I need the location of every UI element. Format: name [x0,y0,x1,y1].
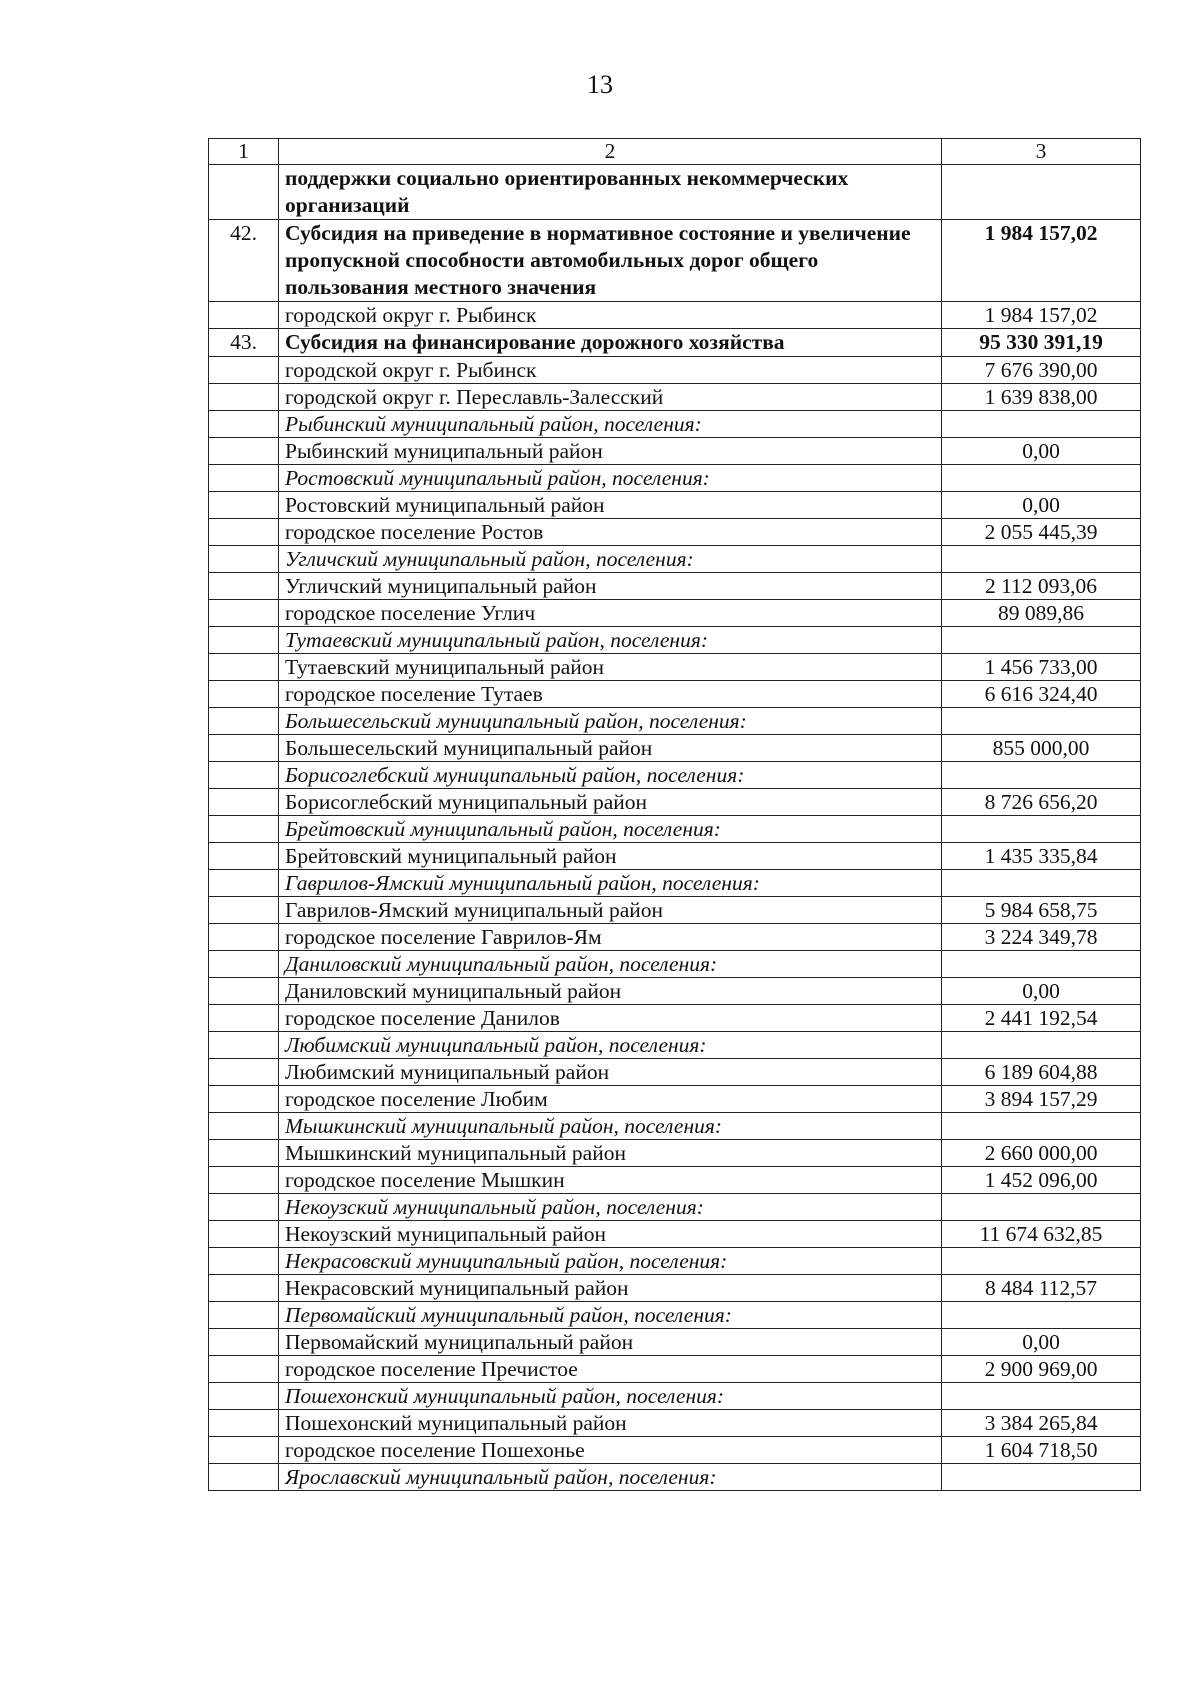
table-row [209,600,1141,627]
recipient-amount [942,1113,1141,1140]
recipient-amount [942,465,1141,492]
district-group-label: Некоузский муниципальный район, поселения: [279,1194,942,1221]
recipient-amount: 0,00 [942,1329,1141,1356]
row-number [209,816,279,843]
row-number [209,1005,279,1032]
item-title-row [209,329,1141,357]
row-number [209,1221,279,1248]
recipient-name: Некрасовский муниципальный район [279,1275,942,1302]
table-row [209,897,1141,924]
district-group-label: Тутаевский муниципальный район, поселения: [279,627,942,654]
row-number [209,735,279,762]
recipient-name: Любимский муниципальный район [279,1059,942,1086]
row-number [209,438,279,465]
row-number [209,465,279,492]
table-row [209,1086,1141,1113]
row-number [209,708,279,735]
row-number [209,1032,279,1059]
recipient-name: городской округ г. Рыбинск [279,357,942,384]
row-number [209,384,279,411]
row-number [209,165,279,220]
row-number [209,357,279,384]
recipient-name: Рыбинский муниципальный район [279,438,942,465]
table-row [209,302,1141,329]
row-number [209,1464,279,1491]
district-group-row [209,816,1141,843]
district-group-label: Любимский муниципальный район, поселения: [279,1032,942,1059]
district-group-label: Пошехонский муниципальный район, поселения: [279,1383,942,1410]
row-number [209,1356,279,1383]
recipient-amount: 1 984 157,02 [942,302,1141,329]
row-number [209,1329,279,1356]
recipient-name: Даниловский муниципальный район [279,978,942,1005]
row-number [209,1383,279,1410]
recipient-name: Мышкинский муниципальный район [279,1140,942,1167]
recipient-amount: 2 900 969,00 [942,1356,1141,1383]
row-number [209,1194,279,1221]
recipient-amount: 1 639 838,00 [942,384,1141,411]
row-number [209,411,279,438]
row-number [209,870,279,897]
district-group-label: Мышкинский муниципальный район, поселения: [279,1113,942,1140]
recipient-amount: 0,00 [942,492,1141,519]
table-row [209,1005,1141,1032]
district-group-label: Брейтовский муниципальный район, поселения: [279,816,942,843]
district-group-row [209,708,1141,735]
table-row [209,519,1141,546]
recipient-name: Борисоглебский муниципальный район [279,789,942,816]
recipient-amount [942,708,1141,735]
row-number [209,1086,279,1113]
row-number [209,1437,279,1464]
district-group-label: Некрасовский муниципальный район, поселения: [279,1248,942,1275]
item-number: 43. [209,329,279,357]
recipient-name: Тутаевский муниципальный район [279,654,942,681]
item-title: Субсидия на финансирование дорожного хозяйства [279,329,942,357]
row-number [209,302,279,329]
recipient-amount: 8 726 656,20 [942,789,1141,816]
district-group-row [209,870,1141,897]
row-number [209,1140,279,1167]
recipient-name: Угличский муниципальный район [279,573,942,600]
row-number [209,573,279,600]
recipient-amount: 6 616 324,40 [942,681,1141,708]
recipient-amount: 1 435 335,84 [942,843,1141,870]
recipient-name: Большесельский муниципальный район [279,735,942,762]
table-header-row [209,139,1141,165]
recipient-amount [942,762,1141,789]
district-group-label: Первомайский муниципальный район, поселения: [279,1302,942,1329]
header-col-1: 1 [209,139,279,165]
item-total: 95 330 391,19 [942,329,1141,357]
table-row [209,735,1141,762]
recipient-name: городское поселение Пошехонье [279,1437,942,1464]
recipient-amount: 0,00 [942,978,1141,1005]
table-row [209,492,1141,519]
table-row [209,1221,1141,1248]
recipient-amount: 6 189 604,88 [942,1059,1141,1086]
recipient-name: городское поселение Пречистое [279,1356,942,1383]
recipient-amount: 5 984 658,75 [942,897,1141,924]
item-title: Субсидия на приведение в нормативное состояние и увеличение пропускной способности автомобильных дорог общего пользования местного значения [279,220,942,302]
row-number [209,519,279,546]
row-number [209,546,279,573]
recipient-name: Ростовский муниципальный район [279,492,942,519]
row-number [209,1275,279,1302]
table-row [209,978,1141,1005]
row-number [209,1302,279,1329]
table-row [209,654,1141,681]
district-group-row [209,1113,1141,1140]
recipient-amount: 11 674 632,85 [942,1221,1141,1248]
recipient-name: Первомайский муниципальный район [279,1329,942,1356]
recipient-amount: 89 089,86 [942,600,1141,627]
recipient-name: городское поселение Мышкин [279,1167,942,1194]
row-number [209,600,279,627]
district-group-row [209,762,1141,789]
table-row [209,789,1141,816]
district-group-label: Рыбинский муниципальный район, поселения: [279,411,942,438]
recipient-name: городское поселение Гаврилов-Ям [279,924,942,951]
recipient-amount: 3 894 157,29 [942,1086,1141,1113]
district-group-row [209,627,1141,654]
row-number [209,897,279,924]
recipient-name: городское поселение Тутаев [279,681,942,708]
row-amount [942,165,1141,220]
district-group-row [209,1032,1141,1059]
district-group-row [209,1248,1141,1275]
recipient-amount: 8 484 112,57 [942,1275,1141,1302]
table-row [209,924,1141,951]
recipient-amount [942,1032,1141,1059]
recipient-amount: 1 456 733,00 [942,654,1141,681]
district-group-label: Большесельский муниципальный район, поселения: [279,708,942,735]
recipient-amount: 7 676 390,00 [942,357,1141,384]
row-number [209,1248,279,1275]
district-group-label: Ростовский муниципальный район, поселения: [279,465,942,492]
recipient-amount [942,411,1141,438]
row-number [209,951,279,978]
district-group-row [209,546,1141,573]
table-row [209,1167,1141,1194]
item-number: 42. [209,220,279,302]
district-group-label: Даниловский муниципальный район, поселения: [279,951,942,978]
recipient-amount: 855 000,00 [942,735,1141,762]
table-row [209,384,1141,411]
table-row [209,573,1141,600]
recipient-amount: 1 604 718,50 [942,1437,1141,1464]
row-number [209,762,279,789]
recipient-name: городское поселение Данилов [279,1005,942,1032]
row-number [209,681,279,708]
recipient-amount [942,1302,1141,1329]
district-group-row [209,411,1141,438]
recipient-name: городской округ г. Рыбинск [279,302,942,329]
recipient-name: городское поселение Ростов [279,519,942,546]
subsidy-table [208,138,1141,1491]
district-group-label: Угличский муниципальный район, поселения: [279,546,942,573]
table-row [209,1140,1141,1167]
table-row [209,1410,1141,1437]
district-group-row [209,465,1141,492]
row-number [209,978,279,1005]
recipient-name: городской округ г. Переславль-Залесский [279,384,942,411]
item-total: 1 984 157,02 [942,220,1141,302]
continuation-text: поддержки социально ориентированных некоммерческих организаций [279,165,942,220]
continuation-row [209,165,1141,220]
recipient-name: городское поселение Любим [279,1086,942,1113]
recipient-amount [942,870,1141,897]
recipient-name: городское поселение Углич [279,600,942,627]
table-row [209,357,1141,384]
table-row [209,1329,1141,1356]
recipient-amount: 3 384 265,84 [942,1410,1141,1437]
page-number: 13 [587,70,613,99]
district-group-row [209,1194,1141,1221]
district-group-row [209,1464,1141,1491]
header-col-3: 3 [942,139,1141,165]
recipient-amount [942,627,1141,654]
recipient-amount [942,951,1141,978]
item-title-row [209,220,1141,302]
recipient-amount: 2 441 192,54 [942,1005,1141,1032]
row-number [209,1167,279,1194]
recipient-amount: 2 660 000,00 [942,1140,1141,1167]
row-number [209,924,279,951]
recipient-amount: 2 112 093,06 [942,573,1141,600]
row-number [209,843,279,870]
row-number [209,1059,279,1086]
table-row [209,1356,1141,1383]
recipient-name: Некоузский муниципальный район [279,1221,942,1248]
header-col-2: 2 [279,139,942,165]
district-group-row [209,951,1141,978]
recipient-amount [942,816,1141,843]
district-group-row [209,1302,1141,1329]
recipient-name: Брейтовский муниципальный район [279,843,942,870]
row-number [209,1113,279,1140]
recipient-amount: 3 224 349,78 [942,924,1141,951]
row-number [209,789,279,816]
recipient-amount: 0,00 [942,438,1141,465]
recipient-amount [942,1383,1141,1410]
table-row [209,438,1141,465]
district-group-row [209,1383,1141,1410]
table-row [209,681,1141,708]
recipient-amount: 2 055 445,39 [942,519,1141,546]
recipient-amount [942,1464,1141,1491]
row-number [209,627,279,654]
district-group-label: Борисоглебский муниципальный район, поселения: [279,762,942,789]
row-number [209,1410,279,1437]
recipient-name: Пошехонский муниципальный район [279,1410,942,1437]
subsidy-table-body [209,139,1141,1491]
row-number [209,492,279,519]
recipient-name: Гаврилов-Ямский муниципальный район [279,897,942,924]
recipient-amount [942,546,1141,573]
table-row [209,1437,1141,1464]
row-number [209,654,279,681]
district-group-label: Гаврилов-Ямский муниципальный район, поселения: [279,870,942,897]
table-row [209,843,1141,870]
recipient-amount [942,1194,1141,1221]
district-group-label: Ярославский муниципальный район, поселения: [279,1464,942,1491]
recipient-amount: 1 452 096,00 [942,1167,1141,1194]
table-row [209,1275,1141,1302]
recipient-amount [942,1248,1141,1275]
table-row [209,1059,1141,1086]
